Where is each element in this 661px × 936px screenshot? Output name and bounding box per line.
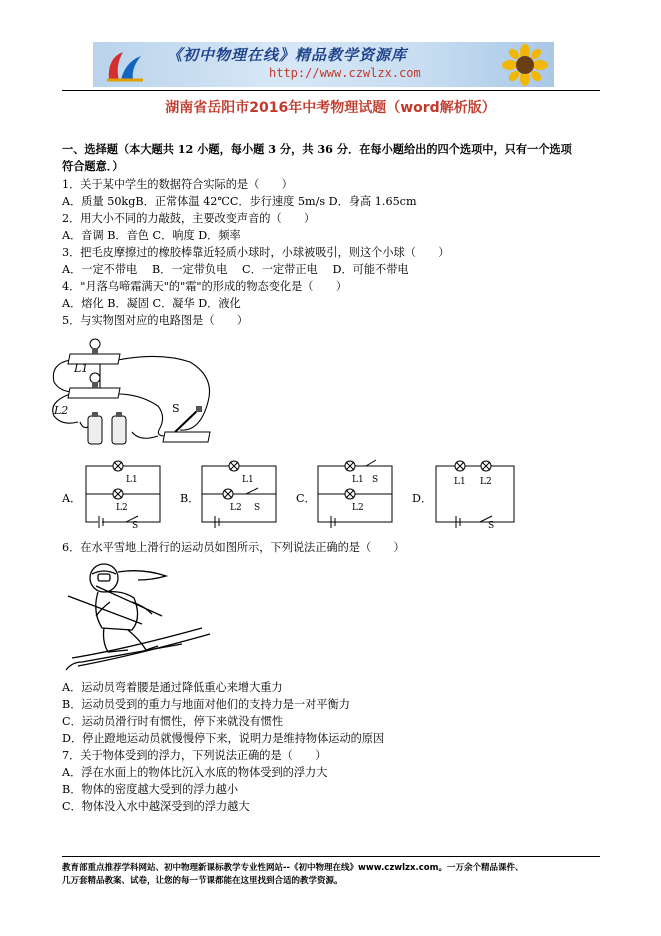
q5-fig-s-label: S (172, 402, 180, 415)
qb-l2: L2 (230, 503, 242, 513)
q6-option-b: B．运动员受到的重力与地面对他们的支持力是一对平衡力 (62, 698, 350, 711)
q1-stem: 1．关于某中学生的数据符合实际的是（ ） (62, 178, 293, 191)
footer-rule (62, 856, 600, 857)
q1-options: A．质量 50kgB．正常体温 42℃C．步行速度 5m/s D．身高 1.65cm (62, 195, 417, 208)
q5-fig-l2-label: L2 (54, 404, 69, 417)
site-logo-icon (103, 46, 147, 84)
q5-option-c-label[interactable]: C． (296, 492, 316, 505)
doc-title: 湖南省岳阳市2016年中考物理试题（word解析版） (165, 100, 496, 116)
qd-s: S (488, 521, 495, 528)
q5-option-b-label[interactable]: B． (180, 492, 200, 505)
footer-line-1: 教育部重点推荐学科网站、初中物理新课标教学专业性网站--《初中物理在线》www.czwlzx.com。一万余个精品课件、 (62, 863, 524, 873)
q2-stem: 2．用大小不同的力敲鼓，主要改变声音的（ ） (62, 212, 316, 225)
q5-fig-l1-label: L1 (74, 362, 89, 375)
q6-option-c: C．运动员滑行时有惯性，停下来就没有惯性 (62, 715, 284, 728)
skier-figure (62, 558, 212, 678)
q4-stem: 4．"月落乌啼霜满天"的"霜"的形成的物态变化是（ ） (62, 280, 348, 293)
qd-l2: L2 (480, 477, 492, 487)
qb-l1: L1 (242, 475, 254, 485)
q5-option-a-diagram (82, 458, 166, 528)
qc-l1: L1 (352, 475, 364, 485)
q7-option-b: B．物体的密度越大受到的浮力越小 (62, 783, 239, 796)
q5-option-c-diagram (314, 458, 398, 528)
qc-l2: L2 (352, 503, 364, 513)
qd-l1: L1 (454, 477, 466, 487)
qc-s: S (372, 475, 379, 485)
q3-stem: 3．把毛皮摩擦过的橡胶棒靠近轻质小球时，小球被吸引，则这个小球（ ） (62, 246, 450, 259)
q5-stem: 5．与实物图对应的电路图是（ ） (62, 314, 249, 327)
q5-option-b-diagram (198, 458, 282, 528)
sunflower-icon (502, 44, 548, 86)
q4-options: A．熔化 B．凝固 C．凝华 D．液化 (62, 297, 241, 310)
qb-s: S (254, 503, 261, 513)
q7-stem: 7．关于物体受到的浮力，下列说法正确的是（ ） (62, 749, 327, 762)
q5-option-d-label[interactable]: D． (412, 492, 433, 505)
banner-title: 《初中物理在线》精品教学资源库 (167, 46, 408, 64)
l2-bulb-holder (68, 373, 120, 398)
q5-physical-circuit-figure (40, 332, 220, 450)
q6-option-a: A．运动员弯着腰是通过降低重心来增大重力 (62, 681, 283, 694)
switch-device (163, 406, 210, 442)
l1-bulb-holder (68, 339, 120, 364)
qa-s: S (132, 521, 139, 528)
footer (62, 862, 602, 888)
battery-pair (88, 412, 126, 444)
footer-line-2: 几万套精品教案、试卷，让您的每一节课都能在这里找到合适的教学资源。 (62, 876, 343, 886)
section-heading-cont: 符合题意．） (62, 159, 124, 173)
q7-option-a: A．浮在水面上的物体比沉入水底的物体受到的浮力大 (62, 766, 328, 779)
banner-url[interactable]: http://www.czwlzx.com (269, 66, 421, 80)
header-banner (93, 42, 554, 87)
q5-option-d-diagram (432, 458, 518, 528)
header-rule (62, 90, 600, 91)
qa-l1: L1 (126, 475, 138, 485)
q7-option-c: C．物体没入水中越深受到的浮力越大 (62, 800, 250, 813)
q2-options: A．音调 B．音色 C．响度 D．频率 (62, 229, 241, 242)
q6-option-d: D．停止蹬地运动员就慢慢停下来，说明力是维持物体运动的原因 (62, 732, 385, 745)
section-heading: 一、选择题（本大题共 12 小题，每小题 3 分，共 36 分．在每小题给出的四个选项中，只有一个选项 (62, 142, 572, 156)
q3-options: A．一定不带电 B．一定带负电 C．一定带正电 D．可能不带电 (62, 263, 409, 276)
q6-stem: 6．在水平雪地上滑行的运动员如图所示，下列说法正确的是（ ） (62, 541, 405, 554)
q5-option-a-label[interactable]: A． (62, 492, 82, 505)
qa-l2: L2 (116, 503, 128, 513)
